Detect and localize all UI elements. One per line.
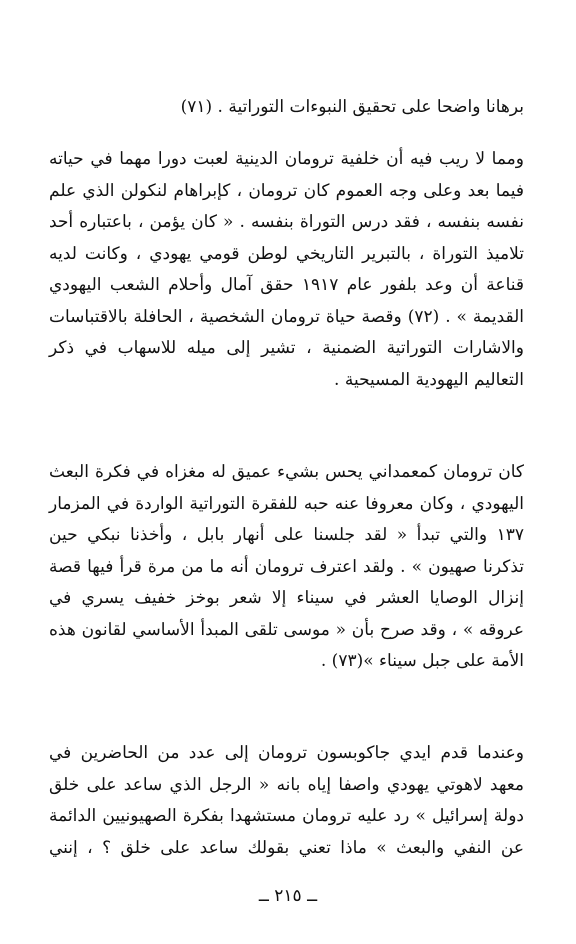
text-line: دولة إسرائيل » رد عليه ترومان مستشهدا بفكرة الصهيونيين الدائمة [49,806,524,826]
text-line: قناعة أن وعد بلفور عام ١٩١٧ حقق آمال وأحلام الشعب اليهودي [49,275,525,295]
text-line: كان ترومان كمعمداني يحس بشيء عميق له مغزاه في فكرة البعث [49,462,524,482]
text-line: نفسه بنفسه ، فقد درس التوراة بنفسه . « كان يؤمن ، باعتباره أحد [49,212,524,232]
text-line: ومما لا ريب فيه أن خلفية ترومان الدينية لعبت دورا مهما في حياته [49,149,524,169]
paragraph [49,144,524,396]
text-line: وعندما قدم ايدي جاكوبسون ترومان إلى عدد من الحاضرين في [49,743,524,763]
text-line: الأمة على جبل سيناء »(٧٣) . [320,651,524,671]
text-line: عن النفي والبعث » ماذا تعني بقولك ساعد على خلق ؟ ، إنني [49,837,524,858]
text-line: برهانا واضحا على تحقيق النبوءات التوراتية . (٧١) [180,97,524,117]
text-line: تلاميذ التوراة ، بالتبرير التاريخي لوطن قومي يهودي ، وكانت لديه [49,243,524,264]
text-line: إنزال الوصايا العشر في سيناء إلا شعر بوخز خفيف يسري في [49,588,524,608]
text-line: فيما بعد وعلى وجه العموم كان ترومان ، كإبراهام لنكولن الذي علم [49,180,524,201]
text-line: تذكرنا صهيون » . ولقد اعترف ترومان أنه ما من مرة قرأ فيها قصة [49,556,524,577]
text-line: عروقه » ، وقد صرح بأن « موسى تلقى المبدأ الأساسي لقانون هذه [49,619,524,640]
text-line: والاشارات التوراتية الضمنية ، تشير إلى ميله للاسهاب في ذكر [49,338,524,358]
text-line: اليهودي ، وكان معروفا عنه حبه للفقرة التوراتية الواردة في المزمار [49,493,524,514]
text-line: معهد لاهوتي يهودي واصفا إياه بانه « الرجل الذي ساعد على خلق [49,774,524,795]
paragraph [49,738,524,864]
text-line: القديمة » . (٧٢) وقصة حياة ترومان الشخصية ، الحافلة بالاقتباسات [49,306,524,327]
paragraph [49,457,524,678]
paragraph [49,92,524,124]
text-line: التعاليم اليهودية المسيحية . [334,369,524,390]
page-number: ــ ٢١٥ ــ [258,886,318,906]
text-line: ١٣٧ والتي تبدأ « لقد جلسنا على أنهار بابل ، وأخذنا نبكي حين [49,525,524,545]
